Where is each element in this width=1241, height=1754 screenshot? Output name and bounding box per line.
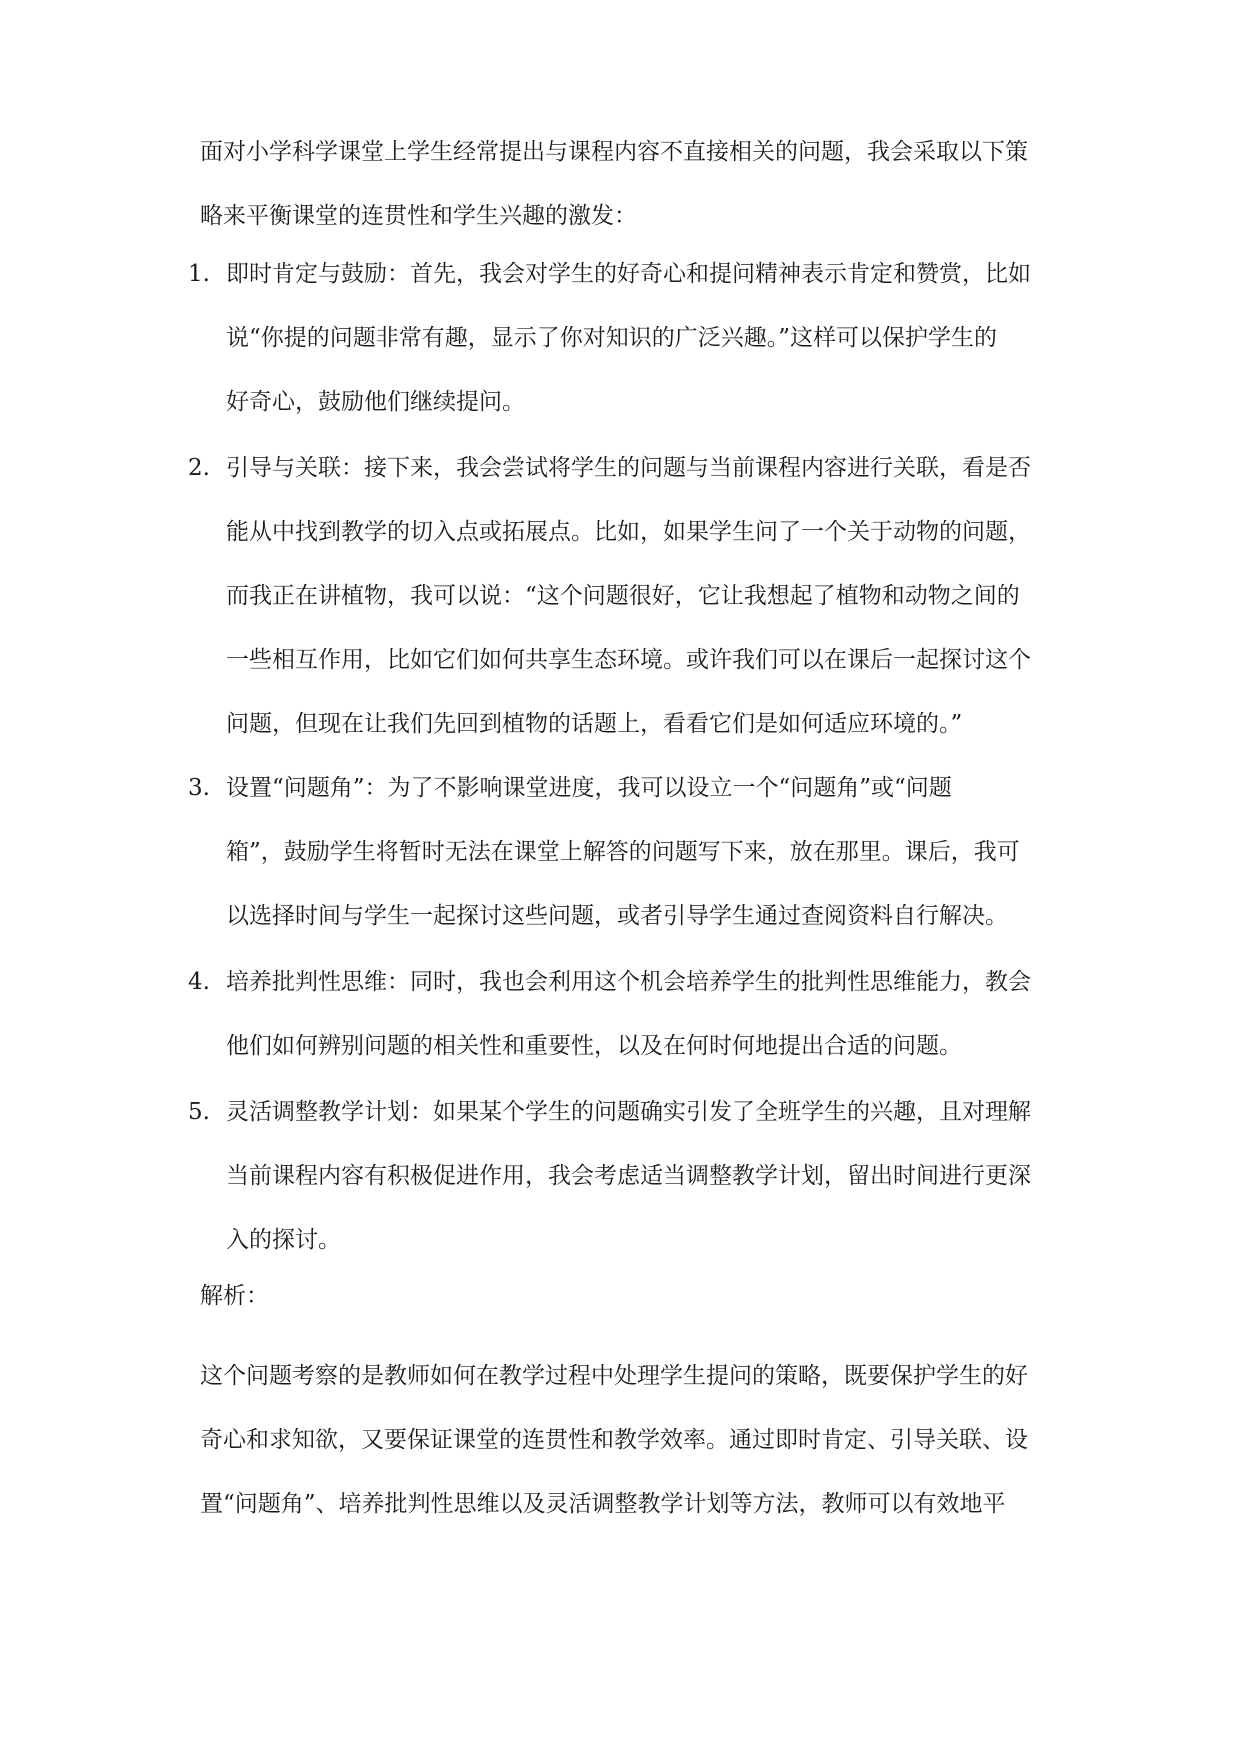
list-number: 4. bbox=[188, 969, 210, 995]
list-number: 3. bbox=[188, 775, 210, 801]
analysis-heading: 解析： bbox=[200, 1283, 269, 1309]
analysis-paragraph: 这个问题考察的是教师如何在教学过程中处理学生提问的策略，既要保护学生的好 奇心和求知欲，又要保证课堂的连贯性和教学效率。通过即时肯定、引导关联、设 置“问题角”、培养批判性思维以及灵活调整教学计划等方法，教师可以有效地平 bbox=[200, 1363, 1028, 1517]
list-item-text: 灵活调整教学计划：如果某个学生的问题确实引发了全班学生的兴趣，且对理解 当前课程内容有积极促进作用，我会考虑适当调整教学计划，留出时间进行更深 入的探讨。 bbox=[226, 1099, 1031, 1253]
list-number: 2. bbox=[188, 455, 210, 481]
list-number: 1. bbox=[188, 261, 210, 287]
list-item-text: 引导与关联：接下来，我会尝试将学生的问题与当前课程内容进行关联，看是否 能从中找到教学的切入点或拓展点。比如，如果学生问了一个关于动物的问题， 而我正在讲植物，我可以说：“这个问题很好，它让我想起了植物和动物之间的 一些相互作用，比如它们如何共享生态环境。或许我们可以在课后一起探讨这个 问题，但现在让我们先回到植物的话题上，看看它们是如何适应环境的。” bbox=[226, 455, 1031, 737]
list-number: 5. bbox=[188, 1099, 210, 1125]
list-item-text: 即时肯定与鼓励：首先，我会对学生的好奇心和提问精神表示肯定和赞赏，比如 说“你提的问题非常有趣，显示了你对知识的广泛兴趣。”这样可以保护学生的 好奇心，鼓励他们继续提问。 bbox=[226, 261, 1031, 415]
list-item-text: 培养批判性思维：同时，我也会利用这个机会培养学生的批判性思维能力，教会 他们如何辨别问题的相关性和重要性，以及在何时何地提出合适的问题。 bbox=[226, 969, 1031, 1059]
list-item-text: 设置“问题角”：为了不影响课堂进度，我可以设立一个“问题角”或“问题 箱”，鼓励学生将暂时无法在课堂上解答的问题写下来，放在那里。课后，我可 以选择时间与学生一起探讨这些问题，或者引导学生通过查阅资料自行解决。 bbox=[226, 775, 1020, 929]
intro-paragraph: 面对小学科学课堂上学生经常提出与课程内容不直接相关的问题，我会采取以下策 略来平衡课堂的连贯性和学生兴趣的激发： bbox=[200, 139, 1028, 229]
